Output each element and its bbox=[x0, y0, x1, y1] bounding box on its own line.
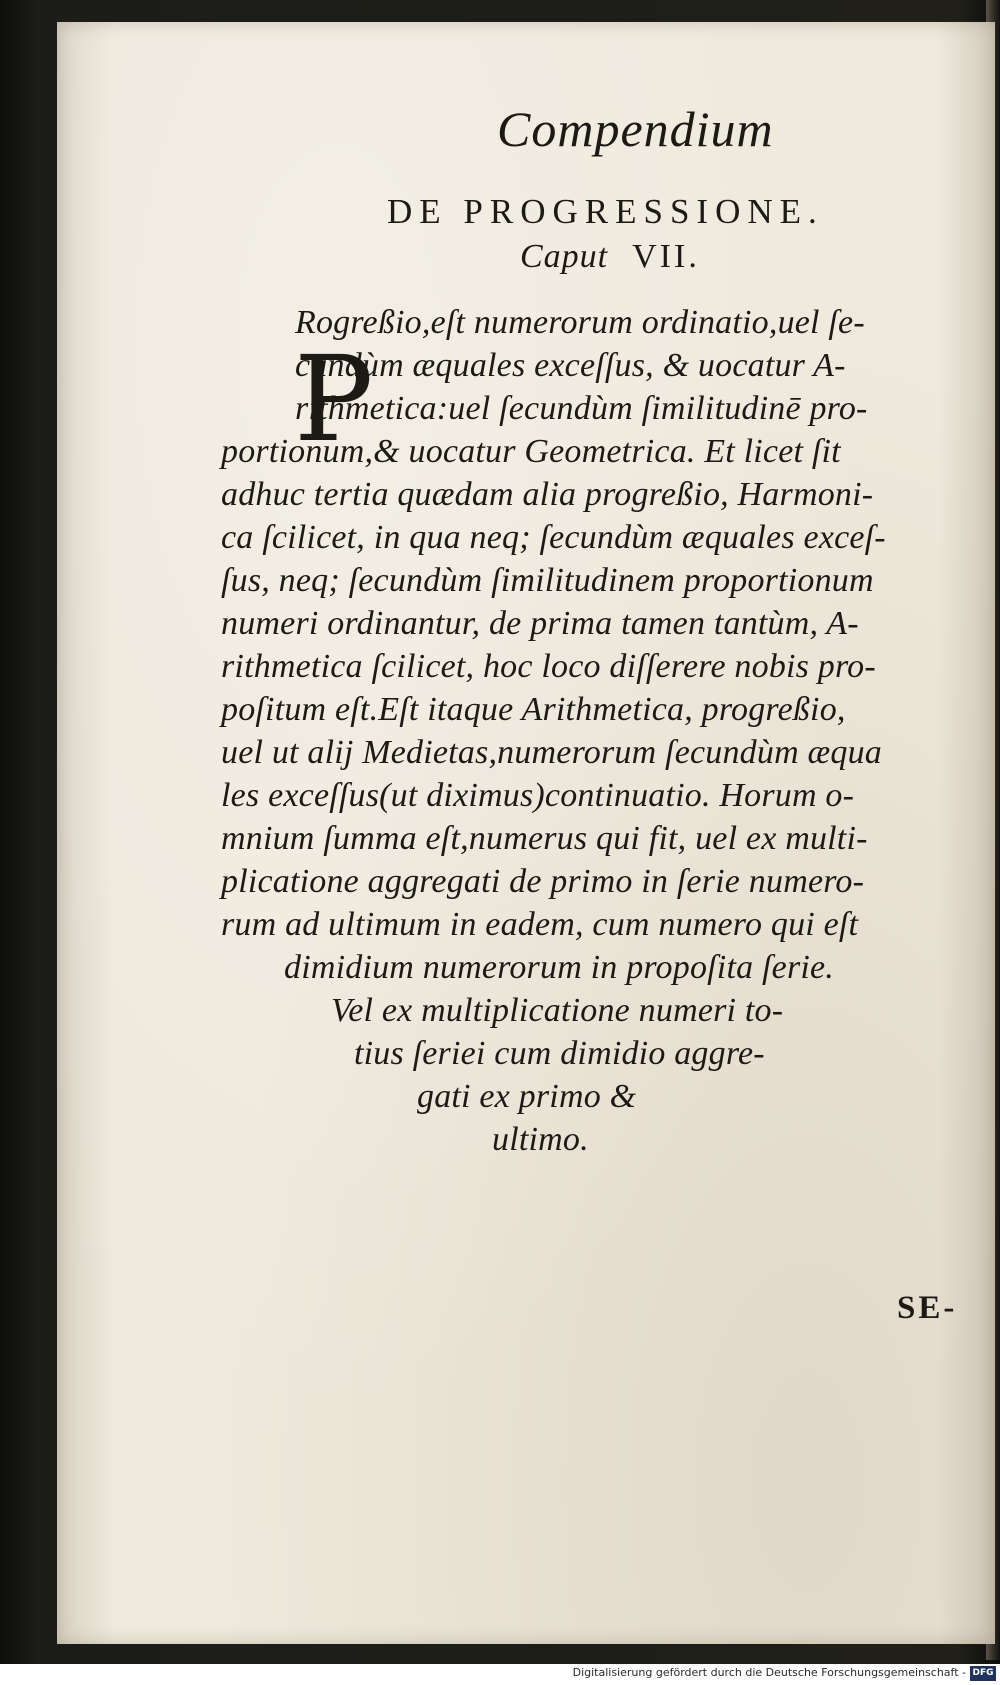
text-line: poſitum eſt.Eſt itaque Arithmetica, progreßio, bbox=[221, 691, 846, 728]
text-line: ultimo. bbox=[492, 1121, 589, 1158]
text-line: mnium ſumma eſt,numerus qui fit, uel ex multi- bbox=[221, 820, 868, 857]
text-line: dimidium numerorum in propoſita ſerie. bbox=[284, 949, 835, 986]
text-line: ca ſcilicet, in qua neq; ſecundùm æquales exceſ- bbox=[221, 519, 886, 556]
chapter-heading bbox=[520, 238, 700, 276]
chapter-label: Caput bbox=[520, 238, 609, 275]
text-line: Rogreßio,eſt numerorum ordinatio,uel ſe- bbox=[295, 304, 865, 341]
text-line: numeri ordinantur, de prima tamen tantùm, A- bbox=[221, 605, 859, 642]
text-line: tius ſeriei cum dimidio aggre- bbox=[354, 1035, 765, 1072]
text-line: les exceſſus(ut diximus)continuatio. Horum o- bbox=[221, 777, 855, 814]
text-line: ſus, neq; ſecundùm ſimilitudinem proportionum bbox=[221, 562, 874, 599]
section-title: DE PROGRESSIONE. bbox=[387, 192, 824, 231]
chapter-number: VII. bbox=[632, 238, 700, 275]
drop-initial: P bbox=[294, 330, 374, 468]
text-line: adhuc tertia quædam alia progreßio, Harmoni- bbox=[221, 476, 874, 513]
funding-credit: Digitalisierung gefördert durch die Deutsche Forschungsgemeinschaft - bbox=[572, 1666, 966, 1679]
dfg-logo-icon: DFG bbox=[970, 1666, 996, 1681]
text-line: cundùm æquales exceſſus, & uocatur A- bbox=[295, 347, 846, 384]
text-line: portionum,& uocatur Geometrica. Et licet ſit bbox=[221, 433, 841, 470]
running-head: Compendium bbox=[497, 101, 774, 157]
text-line: rum ad ultimum in eadem, cum numero qui eſt bbox=[221, 906, 859, 943]
text-line: rithmetica:uel ſecundùm ſimilitudinē pro- bbox=[295, 390, 868, 427]
catchword: SE- bbox=[897, 1290, 958, 1326]
text-line: Vel ex multiplicatione numeri to- bbox=[331, 992, 784, 1029]
text-line: gati ex primo & bbox=[417, 1078, 637, 1115]
text-line: uel ut alij Medietas,numerorum ſecundùm æqua bbox=[221, 734, 883, 771]
text-line: plicatione aggregati de primo in ſerie numero- bbox=[221, 863, 865, 900]
book-page bbox=[57, 22, 995, 1644]
footer-bar bbox=[0, 1664, 1000, 1685]
text-line: rithmetica ſcilicet, hoc loco diſſerere nobis pro- bbox=[221, 648, 876, 685]
